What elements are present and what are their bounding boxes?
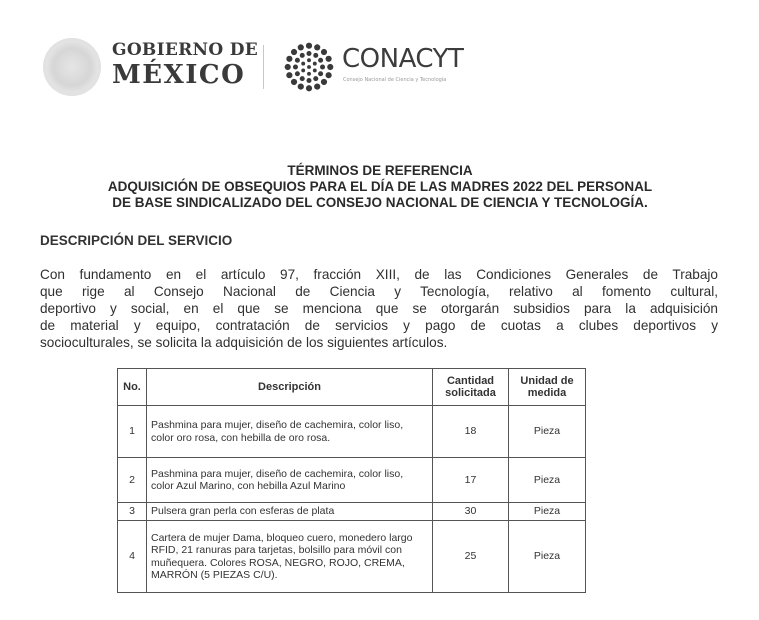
cell-descripcion: Pulsera gran perla con esferas de plata	[147, 503, 433, 521]
title-line-1: TÉRMINOS DE REFERENCIA	[287, 163, 473, 178]
conacyt-dots-logo-icon	[280, 38, 338, 96]
paragraph-line: que rige al Consejo Nacional de Ciencia y Tecnología, relativo al fomento cultural,	[40, 284, 718, 299]
gobierno-line1: GOBIERNO DE	[112, 40, 258, 60]
paragraph-line: de material y equipo, contratación de servicios y pago de cuotas a clubes deportivos y	[40, 318, 718, 333]
cell-cantidad: 30	[433, 503, 509, 521]
cell-no: 4	[118, 521, 147, 593]
table-header-row	[118, 369, 586, 406]
gobierno-de-mexico-logo	[112, 40, 258, 90]
table-row	[118, 503, 586, 521]
table-row	[118, 458, 586, 503]
cell-descripcion: Cartera de mujer Dama, bloqueo cuero, monedero largo RFID, 21 ranuras para tarjetas, bolsillo para móvil con muñequera. Colores ROSA, NEGRO, ROJO, CREMA, MARRÓN (5 PIEZAS C/U).	[147, 521, 433, 593]
section-heading: DESCRIPCIÓN DEL SERVICIO	[40, 233, 233, 248]
cell-descripcion: Pashmina para mujer, diseño de cachemira, color liso, color Azul Marino, con hebilla Azul Marino	[147, 458, 433, 503]
cell-unidad: Pieza	[509, 458, 586, 503]
table-row	[118, 406, 586, 458]
cell-cantidad: 17	[433, 458, 509, 503]
header-cantidad: Cantidad solicitada	[433, 369, 509, 406]
cell-cantidad: 18	[433, 406, 509, 458]
paragraph-line: socioculturales, se solicita la adquisición de los siguientes artículos.	[40, 335, 448, 350]
table-row	[118, 521, 586, 593]
cell-unidad: Pieza	[509, 406, 586, 458]
cell-no: 3	[118, 503, 147, 521]
cell-no: 1	[118, 406, 147, 458]
document-header	[40, 36, 480, 98]
items-table	[117, 368, 586, 593]
cell-no: 2	[118, 458, 147, 503]
title-line-2: ADQUISICIÓN DE OBSEQUIOS PARA EL DÍA DE LAS MADRES 2022 DEL PERSONAL	[107, 179, 653, 194]
conacyt-subtitle: Consejo Nacional de Ciencia y Tecnología	[343, 77, 447, 83]
header-no: No.	[118, 369, 147, 406]
conacyt-wordmark: CONACYT	[342, 44, 464, 74]
header-descripcion: Descripción	[147, 369, 433, 406]
header-unidad: Unidad de medida	[509, 369, 586, 406]
document-title-block	[0, 163, 759, 211]
title-line-3: DE BASE SINDICALIZADO DEL CONSEJO NACIONAL DE CIENCIA Y TECNOLOGÍA.	[112, 195, 648, 210]
mexico-coat-of-arms-icon	[43, 38, 101, 96]
cell-cantidad: 25	[433, 521, 509, 593]
description-paragraph	[40, 266, 718, 351]
cell-unidad: Pieza	[509, 503, 586, 521]
cell-descripcion: Pashmina para mujer, diseño de cachemira, color liso, color oro rosa, con hebilla de oro rosa.	[147, 406, 433, 458]
paragraph-line: deportivo y social, en el que se menciona que se otorgarán subsidios para la adquisición	[40, 301, 718, 316]
logo-divider	[263, 45, 264, 89]
gobierno-line2: MÉXICO	[112, 60, 246, 90]
paragraph-line: Con fundamento en el artículo 97, fracción XIII, de las Condiciones Generales de Trabajo	[40, 267, 718, 282]
cell-unidad: Pieza	[509, 521, 586, 593]
